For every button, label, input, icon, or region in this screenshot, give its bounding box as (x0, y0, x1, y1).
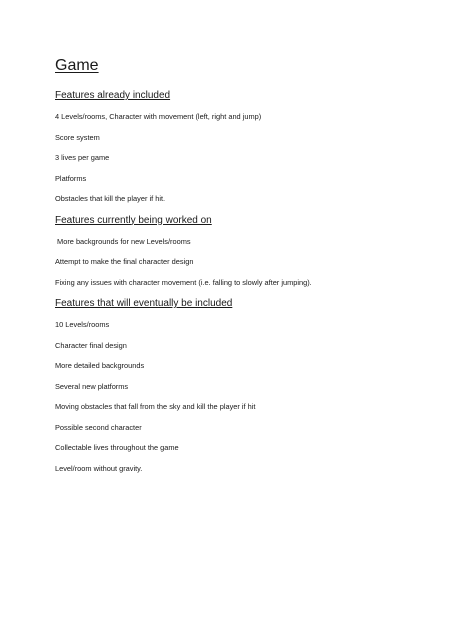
list-item: 4 Levels/rooms, Character with movement (left, right and jump) (55, 112, 262, 121)
document-content (55, 56, 425, 483)
list-item: Score system (55, 132, 100, 142)
list-item: Collectable lives throughout the game (55, 443, 179, 452)
list-item: Obstacles that kill the player if hit. (55, 194, 166, 203)
list-item: 3 lives per game (55, 153, 110, 162)
list-item: Platforms (55, 173, 87, 183)
list-item: Character final design (55, 340, 127, 350)
list-item: Fixing any issues with character movement (i.e. falling to slowly after jumping). (55, 277, 312, 287)
document-title: Game (55, 57, 99, 74)
list-item: Possible second character (55, 422, 142, 432)
list-item: Attempt to make the final character design (55, 257, 194, 266)
list-item: Moving obstacles that fall from the sky and kill the player if hit (55, 402, 256, 411)
section-features-in-progress (55, 214, 425, 288)
list-item: 10 Levels/rooms (55, 320, 110, 329)
list-item: Several new platforms (55, 381, 129, 391)
list-item: More detailed backgrounds (55, 361, 145, 370)
section-heading: Features already included (55, 90, 171, 101)
list-item: Level/room without gravity. (55, 463, 143, 473)
section-heading: Features that will eventually be included (55, 298, 233, 309)
list-item: More backgrounds for new Levels/rooms (55, 236, 191, 246)
section-features-included (55, 89, 425, 204)
section-heading: Features currently being worked on (55, 214, 212, 226)
section-features-planned (55, 297, 425, 474)
